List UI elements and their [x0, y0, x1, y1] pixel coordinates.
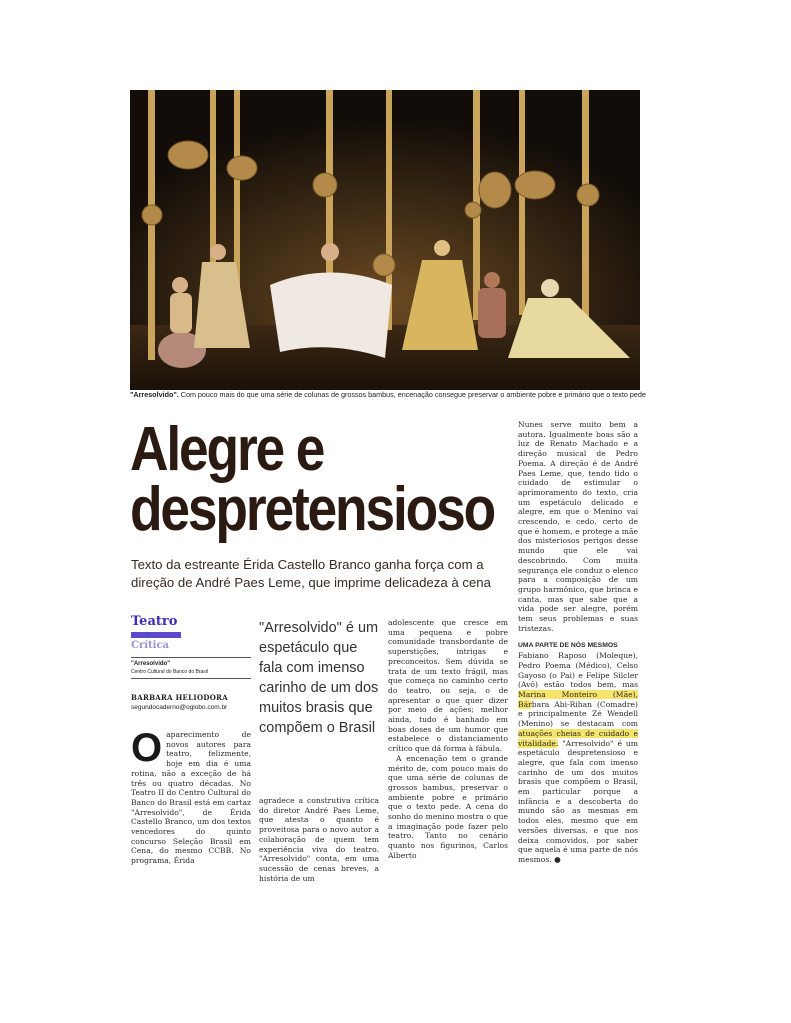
venue: Centro Cultural do Banco do Brasil [131, 669, 251, 679]
drop-cap: O [131, 726, 163, 770]
subsection-label: Crítica [131, 640, 170, 651]
play-title: "Arresolvido" [131, 661, 171, 667]
section-label: Teatro [131, 614, 178, 629]
column-1-text: aparecimento de novos autores para teatro, felizmente, hoje em dia é uma rotina, não a exceção de há três ou quatro décadas. No Teatro II do Centro Cultural do Banco do Brasil está em cartaz "Arresolvido", de Érida Castello Branco, um dos textos vencedores do quinto concurso Seleção Brasil em Cena, do mesmo CCBB. No programa, Érida [131, 730, 251, 866]
caption-title: "Arresolvido". [130, 390, 179, 399]
column-4-text-b: bara Abi-Rihan (Comadre) e principalmente Zé Wendell (Menino) se destacam com [518, 699, 638, 729]
rubric-box [131, 614, 251, 711]
column-3-paragraph-2: A encenação tem o grande mérito de, com pouco mais do que uma série de colunas de grossos bambus, preservar o ambiente pobre e primário que o texto pede. A cena do sonho do menino mostra o que a imaginação pode fazer pelo teatro. Tanto no cenário quanto nos figurinos, Carlos Alberto [388, 753, 508, 860]
section-bar [131, 632, 181, 638]
headline [130, 415, 553, 544]
highlight-2: atuações cheias de cuidado e vitalidade. [518, 728, 638, 748]
stage-photo-art [130, 90, 640, 390]
subtitle: Texto da estreante Érida Castello Branco ganha força com a direção de André Paes Leme, que imprime delicadeza à cena [131, 557, 491, 590]
caption-text: Com pouco mais do que uma série de colunas de grossos bambus, encenação consegue preservar o ambiente pobre e primário que o texto pede [178, 390, 646, 399]
column-4-paragraph-1: Nunes serve muito bem a autora. Igualmente boas são a luz de Renato Machado e a direção musical de Pedro Poema. A direção é de André Paes Leme, que, tendo tido o cuidado de estimular o aprimoramento do texto, cria um espetáculo delicado e alegre, em que o Menino vai crescendo, e cedo, certo de que é homem, e protege a mãe dos misteriosos perigos desse mundo que ele vai descobrindo. Com muita segurança ele conduz o elenco para a composição de um grupo harmônico, que brinca e canta, mas que sabe que a vida pode ser alegre, porém tem seus problemas e suas tristezas. [518, 420, 638, 633]
column-4-paragraph-2 [518, 651, 638, 864]
column-4-text-c: "Arresolvido" é um espetáculo despretensioso e alegre, que fala com imenso carinho de um dos muitos brasis que compõem o Brasil, em particular porque a infância e a descoberta do mundo são as mesmas em todos eles, mesmo que em versões diversas, e que nos deixa comovidos, por saber que aquela é uma parte de nós mesmos. ● [518, 738, 638, 864]
divider [131, 657, 251, 658]
article-column-3 [388, 618, 508, 861]
stage-photo [130, 90, 640, 390]
headline-line-2: despretensioso [130, 475, 494, 544]
highlight-1: Marina Monteiro (Mãe), Bár [518, 689, 638, 709]
author-name: BARBARA HELIODORA [131, 693, 228, 702]
photo-caption [130, 390, 650, 400]
author-email: segundocaderno@oglobo.com.br [131, 704, 228, 711]
article-column-4 [518, 420, 638, 865]
column-4-text-a: Fabiano Raposo (Moleque), Pedro Poema (Médico), Celso Gayoso (o Pai) e Felipe Silcler (Avô) estão todos bem, mas [518, 651, 638, 690]
article-column-2: agradece a construtiva crítica do diretor André Paes Leme, que atesta o quanto é proveitosa para o novo autor a colaboração de quem tem experiência viva do teatro. "Arresolvido" conta, em uma sucessão de cenas breves, a história de um [259, 796, 379, 883]
pull-quote: "Arresolvido" é um espetáculo que fala com imenso carinho de um dos muitos brasis que compõem o Brasil [259, 620, 379, 736]
headline-line-1: Alegre e [130, 415, 324, 484]
subheading: UMA PARTE DE NÓS MESMOS [518, 642, 618, 650]
column-3-paragraph-1: adolescente que cresce em uma pequena e pobre comunidade transbordante de superstições, intrigas e preconceitos. Sem dúvida se trata de um texto frágil, mas que começa no caminho certo do teatro, ou seja, o de apresentar o que quer dizer por meio de ações; melhor ainda, tudo é banhado em boas doses de um humor que estabelece o distanciamento crítico que dá forma à fábula. [388, 618, 508, 754]
article-column-1 [131, 726, 251, 866]
